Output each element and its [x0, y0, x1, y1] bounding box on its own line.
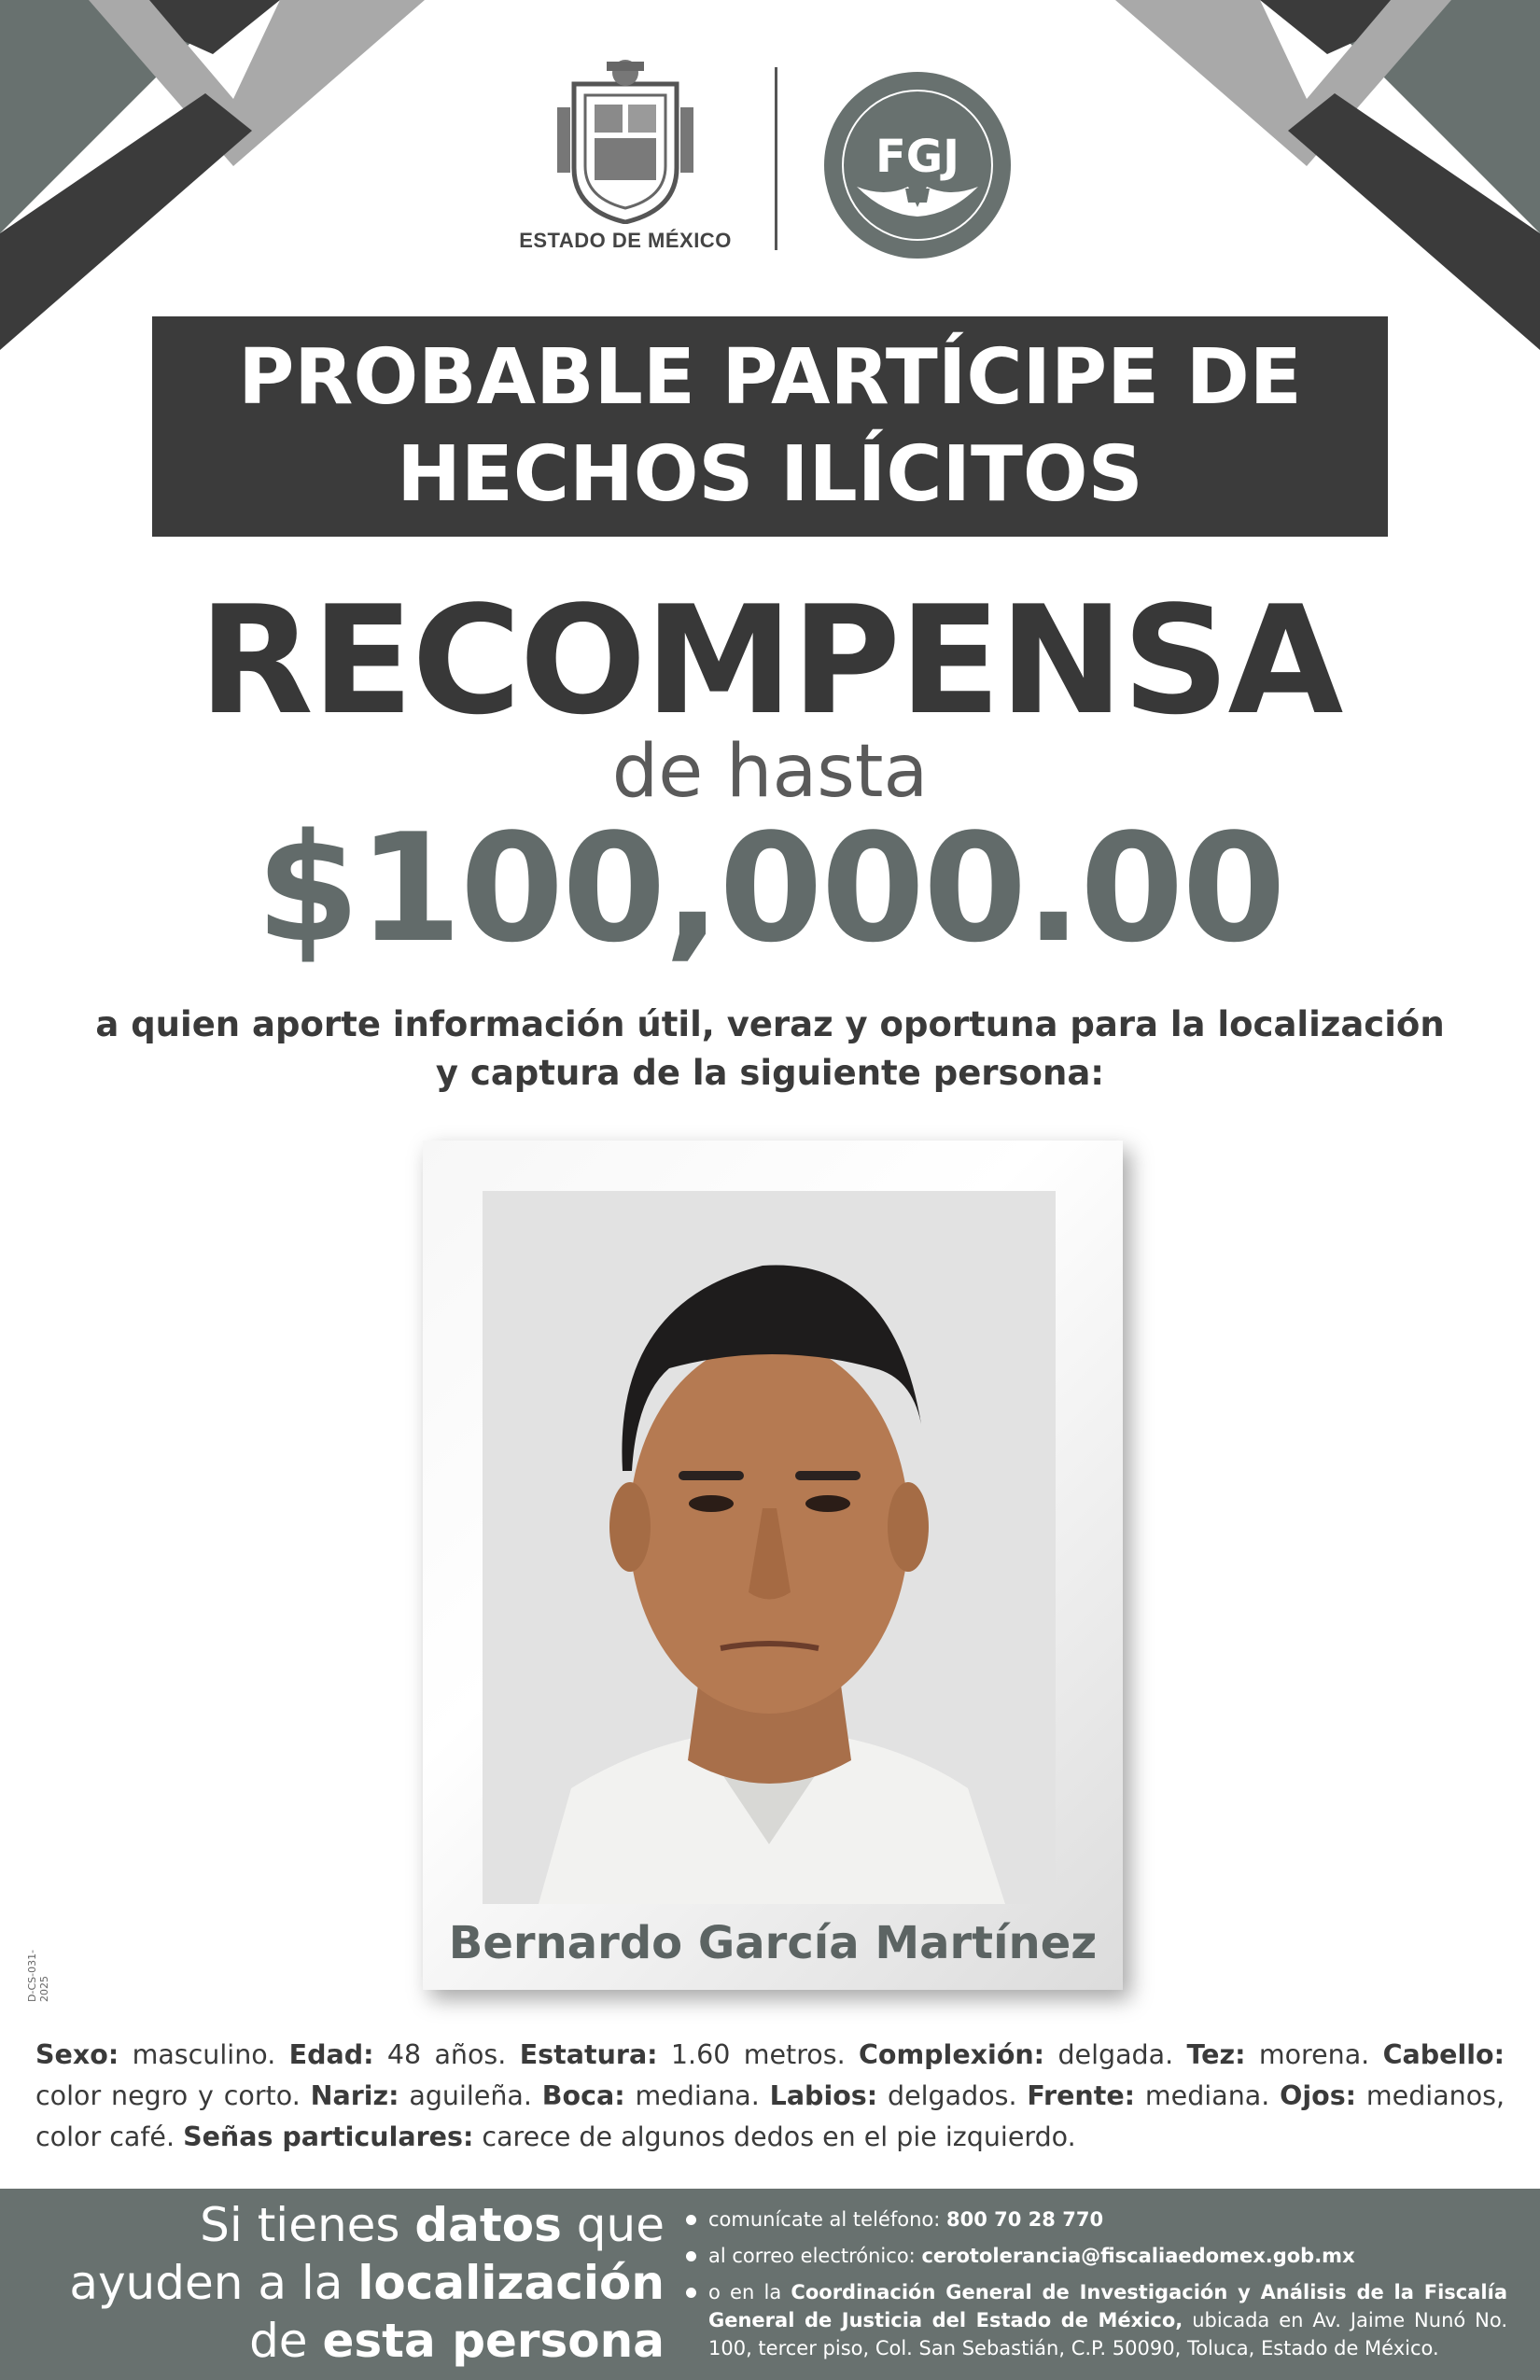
coat-of-arms-icon [555, 56, 695, 224]
contact-office [686, 2278, 1507, 2362]
intro-line-2: y captura de la siguiente persona: [435, 1053, 1105, 1093]
sexo-value: masculino. [132, 2039, 276, 2070]
reward-amount: $100,000.00 [256, 801, 1284, 975]
cta-text-bold: esta persona [322, 2314, 665, 2368]
senas-value: carece de algunos dedos en el pie izquierdo. [482, 2121, 1076, 2152]
bullet-icon [686, 2215, 696, 2225]
person-description [35, 2035, 1505, 2158]
footer-contact-list [686, 2205, 1507, 2371]
estado-de-mexico-logo [504, 56, 747, 261]
nariz-value: aguileña. [409, 2080, 532, 2111]
fgj-acronym: FGJ [875, 131, 960, 183]
ojos-value: medianos, color café. [35, 2080, 1505, 2152]
fgj-logo [819, 67, 1015, 263]
email-address[interactable]: cerotolerancia@fiscaliaedomex.gob.mx [921, 2245, 1355, 2267]
labios-label: Labios: [769, 2080, 878, 2111]
footer-contact [0, 2189, 1540, 2380]
tez-value: morena. [1258, 2039, 1370, 2070]
intro-line-1: a quien aporte información útil, veraz y oportuna para la localización [95, 1004, 1445, 1044]
header-logos [0, 56, 1540, 261]
phone-label: comunícate al teléfono: [708, 2208, 941, 2231]
cta-text-bold: localización [357, 2256, 665, 2310]
document-code: D-CS-031-2025 [26, 1949, 50, 2002]
complexion-value: delgada. [1057, 2039, 1174, 2070]
contact-phone [686, 2205, 1507, 2233]
phone-number[interactable]: 800 70 28 770 [946, 2208, 1104, 2231]
email-label: al correo electrónico: [708, 2245, 916, 2267]
cabello-label: Cabello: [1382, 2039, 1505, 2070]
nariz-label: Nariz: [310, 2080, 399, 2111]
office-name: Coordinación General de Investigación y Análisis de la Fiscalía General de Justicia del Estado de México, [708, 2281, 1507, 2331]
edad-value: 48 años. [386, 2039, 507, 2070]
cta-text-bold: datos [414, 2198, 562, 2252]
estatura-label: Estatura: [519, 2039, 658, 2070]
person-card [423, 1141, 1123, 1990]
ojos-label: Ojos: [1280, 2080, 1357, 2111]
person-photo-icon [483, 1191, 1056, 1904]
intro-text [37, 1001, 1503, 1098]
title-line-1: PROBABLE PARTÍCIPE DE [238, 333, 1302, 422]
frente-value: mediana. [1144, 2080, 1270, 2111]
cta-text: que [561, 2198, 665, 2252]
boca-label: Boca: [541, 2080, 625, 2111]
senas-label: Señas particulares: [183, 2121, 474, 2152]
title-line-2: HECHOS ILÍCITOS [397, 430, 1143, 519]
boca-value: mediana. [635, 2080, 760, 2111]
reward-heading: RECOMPENSA [198, 573, 1342, 748]
person-name: Bernardo García Martínez [448, 1917, 1098, 1969]
reward-subheading: de hasta [611, 730, 929, 814]
contact-email [686, 2242, 1507, 2270]
labios-value: delgados. [888, 2080, 1017, 2111]
edad-label: Edad: [288, 2039, 374, 2070]
sexo-label: Sexo: [35, 2039, 119, 2070]
estatura-value: 1.60 metros. [670, 2039, 846, 2070]
bullet-icon [686, 2288, 696, 2298]
cabello-value: color negro y corto. [35, 2080, 301, 2111]
bullet-icon [686, 2251, 696, 2261]
frente-label: Frente: [1027, 2080, 1136, 2111]
state-name-label: ESTADO DE MÉXICO [519, 229, 732, 252]
office-prefix: o en la [708, 2281, 782, 2303]
title-banner [152, 316, 1388, 537]
complexion-label: Complexión: [858, 2039, 1045, 2070]
cta-text: de [249, 2314, 323, 2368]
footer-call-to-action [69, 2196, 665, 2370]
cta-text: ayuden a la [69, 2256, 358, 2310]
person-photo [483, 1191, 1056, 1904]
logo-divider [775, 67, 777, 250]
office-address: ubicada en Av. Jaime Nunó No. 100, tercer piso, Col. San Sebastián, C.P. 50090, Toluca, Estado de México. [708, 2309, 1507, 2359]
cta-text: Si tienes [200, 2198, 415, 2252]
tez-label: Tez: [1186, 2039, 1246, 2070]
